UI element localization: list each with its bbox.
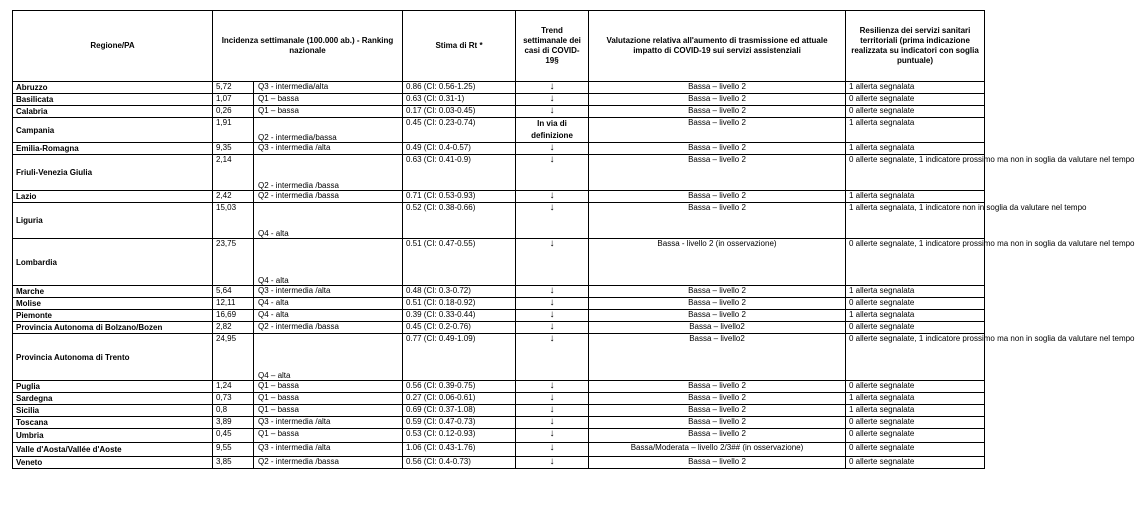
- incidence-cell: [213, 381, 403, 393]
- evaluation-cell: Bassa – livello 2: [589, 118, 846, 143]
- evaluation-cell: Bassa/Moderata – livello 2/3## (in osservazione): [589, 443, 846, 457]
- arrow-down-icon: ↓: [549, 380, 555, 391]
- incidence-value: 5,72: [213, 82, 254, 93]
- resilience-cell: 0 allerte segnalate: [846, 298, 985, 310]
- rt-cell: 0.27 (CI: 0.06-0.61): [403, 393, 516, 405]
- table-row: [13, 106, 985, 118]
- arrow-down-icon: ↓: [549, 81, 555, 92]
- trend-cell: [516, 106, 589, 118]
- incidence-cell: [213, 405, 403, 417]
- trend-cell: [516, 94, 589, 106]
- incidence-value: 3,85: [213, 457, 254, 468]
- rt-cell: 0.17 (CI: 0.03-0.45): [403, 106, 516, 118]
- arrow-down-icon: ↓: [549, 442, 555, 453]
- resilience-cell: 1 allerta segnalata: [846, 191, 985, 203]
- evaluation-cell: Bassa – livello 2: [589, 298, 846, 310]
- resilience-cell: 0 allerte segnalate, 1 indicatore prossimo ma non in soglia da valutare nel tempo: [846, 155, 985, 191]
- incidence-value: 1,91: [213, 118, 254, 142]
- region-cell: Sicilia: [13, 405, 213, 417]
- covid-region-table: [12, 10, 1135, 469]
- incidence-cell: [213, 106, 403, 118]
- table-row: [13, 429, 985, 443]
- incidence-ranking: Q4 - alta: [258, 229, 289, 238]
- table-row: [13, 322, 985, 334]
- table-row: [13, 239, 985, 286]
- trend-cell: [516, 143, 589, 155]
- region-cell: Umbria: [13, 429, 213, 443]
- header-region: Regione/PA: [13, 11, 213, 82]
- incidence-value: 0,26: [213, 106, 254, 117]
- incidence-value: 1,07: [213, 94, 254, 105]
- incidence-value: 23,75: [213, 239, 254, 285]
- incidence-value: 0,73: [213, 393, 254, 404]
- resilience-cell: 1 allerta segnalata, 1 indicatore non in soglia da valutare nel tempo: [846, 203, 985, 239]
- incidence-value: 1,24: [213, 381, 254, 392]
- resilience-cell: 0 allerte segnalate: [846, 457, 985, 469]
- incidence-ranking: Q2 - intermedia/bassa: [258, 133, 337, 142]
- rt-cell: 0.56 (CI: 0.4-0.73): [403, 457, 516, 469]
- region-cell: Provincia Autonoma di Bolzano/Bozen: [13, 322, 213, 334]
- resilience-cell: 0 allerte segnalate: [846, 381, 985, 393]
- region-cell: Campania: [13, 118, 213, 143]
- region-cell: Marche: [13, 286, 213, 298]
- arrow-down-icon: ↓: [549, 404, 555, 415]
- evaluation-cell: Bassa – livello 2: [589, 106, 846, 118]
- region-cell: Molise: [13, 298, 213, 310]
- region-cell: Calabria: [13, 106, 213, 118]
- rt-cell: 0.53 (CI: 0.12-0.93): [403, 429, 516, 443]
- arrow-down-icon: ↓: [549, 238, 555, 249]
- table-row: [13, 118, 985, 143]
- trend-cell: [516, 457, 589, 469]
- trend-cell: [516, 82, 589, 94]
- resilience-cell: 1 allerta segnalata: [846, 82, 985, 94]
- resilience-cell: 0 allerte segnalate: [846, 417, 985, 429]
- region-cell: Liguria: [13, 203, 213, 239]
- incidence-ranking: Q3 - intermedia /alta: [258, 286, 331, 295]
- table-row: [13, 405, 985, 417]
- incidence-value: 2,14: [213, 155, 254, 190]
- arrow-down-icon: ↓: [549, 416, 555, 427]
- incidence-ranking: Q3 - intermedia /alta: [258, 443, 331, 452]
- incidence-value: 15,03: [213, 203, 254, 238]
- trend-cell: [516, 203, 589, 239]
- rt-cell: 0.71 (CI: 0.53-0.93): [403, 191, 516, 203]
- incidence-value: 12,11: [213, 298, 254, 309]
- trend-cell: [516, 286, 589, 298]
- evaluation-cell: Bassa – livello 2: [589, 417, 846, 429]
- incidence-cell: [213, 393, 403, 405]
- region-cell: Veneto: [13, 457, 213, 469]
- trend-cell: [516, 393, 589, 405]
- incidence-cell: [213, 417, 403, 429]
- resilience-cell: 0 allerte segnalate, 1 indicatore prossimo ma non in soglia da valutare nel tempo: [846, 239, 985, 286]
- table-row: [13, 94, 985, 106]
- resilience-cell: 0 allerte segnalate: [846, 429, 985, 443]
- rt-cell: 0.86 (CI: 0.56-1.25): [403, 82, 516, 94]
- region-cell: Emilia-Romagna: [13, 143, 213, 155]
- evaluation-cell: Bassa - livello 2 (in osservazione): [589, 239, 846, 286]
- resilience-cell: 0 allerte segnalate: [846, 443, 985, 457]
- incidence-ranking: Q2 - intermedia /bassa: [258, 322, 339, 331]
- table-row: [13, 443, 985, 457]
- rt-cell: 0.63 (CI: 0.31-1): [403, 94, 516, 106]
- arrow-down-icon: ↓: [549, 142, 555, 153]
- incidence-cell: [213, 155, 403, 191]
- arrow-down-icon: ↓: [549, 202, 555, 213]
- incidence-ranking: Q2 - intermedia /bassa: [258, 191, 339, 200]
- trend-cell: [516, 322, 589, 334]
- resilience-cell: 1 allerta segnalata: [846, 405, 985, 417]
- incidence-ranking: Q1 – bassa: [258, 94, 299, 103]
- rt-cell: 0.49 (CI: 0.4-0.57): [403, 143, 516, 155]
- table-row: [13, 298, 985, 310]
- trend-cell: [516, 405, 589, 417]
- table-row: [13, 143, 985, 155]
- rt-cell: 0.51 (CI: 0.18-0.92): [403, 298, 516, 310]
- region-cell: Puglia: [13, 381, 213, 393]
- evaluation-cell: Bassa – livello 2: [589, 143, 846, 155]
- incidence-cell: [213, 82, 403, 94]
- incidence-ranking: Q4 - alta: [258, 310, 289, 319]
- evaluation-cell: Bassa – livello 2: [589, 203, 846, 239]
- region-cell: Basilicata: [13, 94, 213, 106]
- region-cell: Friuli-Venezia Giulia: [13, 155, 213, 191]
- region-cell: Piemonte: [13, 310, 213, 322]
- evaluation-cell: Bassa – livello2: [589, 334, 846, 381]
- header-incidence: Incidenza settimanale (100.000 ab.) - Ranking nazionale: [213, 11, 403, 82]
- incidence-cell: [213, 429, 403, 443]
- incidence-value: 9,55: [213, 443, 254, 456]
- incidence-cell: [213, 322, 403, 334]
- table-row: [13, 417, 985, 429]
- arrow-down-icon: ↓: [549, 392, 555, 403]
- arrow-down-icon: ↓: [549, 297, 555, 308]
- incidence-cell: [213, 118, 403, 143]
- incidence-cell: [213, 203, 403, 239]
- arrow-down-icon: ↓: [549, 190, 555, 201]
- table-row: [13, 82, 985, 94]
- incidence-value: 9,35: [213, 143, 254, 154]
- resilience-cell: 1 allerta segnalata: [846, 118, 985, 143]
- incidence-ranking: Q3 - intermedia /alta: [258, 417, 331, 426]
- trend-cell: [516, 443, 589, 457]
- trend-cell: [516, 417, 589, 429]
- incidence-cell: [213, 286, 403, 298]
- incidence-value: 0,45: [213, 429, 254, 442]
- resilience-cell: 1 allerta segnalata: [846, 143, 985, 155]
- rt-cell: 0.39 (CI: 0.33-0.44): [403, 310, 516, 322]
- evaluation-cell: Bassa – livello 2: [589, 429, 846, 443]
- evaluation-cell: Bassa – livello 2: [589, 155, 846, 191]
- region-cell: Sardegna: [13, 393, 213, 405]
- trend-cell: [516, 334, 589, 381]
- incidence-cell: [213, 334, 403, 381]
- incidence-value: 5,64: [213, 286, 254, 297]
- arrow-down-icon: ↓: [549, 456, 555, 467]
- trend-cell: [516, 298, 589, 310]
- region-cell: Lombardia: [13, 239, 213, 286]
- rt-cell: 0.77 (CI: 0.49-1.09): [403, 334, 516, 381]
- table-row: [13, 191, 985, 203]
- table-row: [13, 155, 985, 191]
- evaluation-cell: Bassa – livello 2: [589, 393, 846, 405]
- incidence-cell: [213, 94, 403, 106]
- rt-cell: 0.59 (CI: 0.47-0.73): [403, 417, 516, 429]
- rt-cell: 0.45 (CI: 0.23-0.74): [403, 118, 516, 143]
- rt-cell: 0.69 (CI: 0.37-1.08): [403, 405, 516, 417]
- resilience-cell: 0 allerte segnalate, 1 indicatore prossimo ma non in soglia da valutare nel tempo: [846, 334, 985, 381]
- resilience-cell: 0 allerte segnalate: [846, 106, 985, 118]
- incidence-value: 16,69: [213, 310, 254, 321]
- incidence-cell: [213, 310, 403, 322]
- incidence-ranking: Q4 – alta: [258, 371, 291, 380]
- incidence-ranking: Q1 – bassa: [258, 405, 299, 414]
- incidence-value: 2,82: [213, 322, 254, 333]
- rt-cell: 0.48 (CI: 0.3-0.72): [403, 286, 516, 298]
- incidence-ranking: Q3 - intermedia /alta: [258, 143, 331, 152]
- rt-cell: 0.56 (CI: 0.39-0.75): [403, 381, 516, 393]
- incidence-ranking: Q1 – bassa: [258, 393, 299, 402]
- region-cell: Toscana: [13, 417, 213, 429]
- table-row: [13, 334, 985, 381]
- resilience-cell: 1 allerta segnalata: [846, 393, 985, 405]
- incidence-cell: [213, 191, 403, 203]
- arrow-down-icon: ↓: [549, 154, 555, 165]
- header-rt: Stima di Rt *: [403, 11, 516, 82]
- incidence-ranking: Q4 - alta: [258, 298, 289, 307]
- table-row: [13, 203, 985, 239]
- incidence-cell: [213, 143, 403, 155]
- trend-cell: [516, 310, 589, 322]
- rt-cell: 0.51 (CI: 0.47-0.55): [403, 239, 516, 286]
- evaluation-cell: Bassa – livello 2: [589, 310, 846, 322]
- evaluation-cell: Bassa – livello 2: [589, 457, 846, 469]
- table-row: [13, 393, 985, 405]
- region-cell: Provincia Autonoma di Trento: [13, 334, 213, 381]
- evaluation-cell: Bassa – livello 2: [589, 94, 846, 106]
- incidence-cell: [213, 457, 403, 469]
- arrow-down-icon: ↓: [549, 428, 555, 439]
- trend-cell: [516, 429, 589, 443]
- trend-cell: [516, 381, 589, 393]
- evaluation-cell: Bassa – livello 2: [589, 381, 846, 393]
- arrow-down-icon: ↓: [549, 333, 555, 344]
- incidence-cell: [213, 443, 403, 457]
- table-row: [13, 286, 985, 298]
- incidence-ranking: Q2 - intermedia /bassa: [258, 457, 339, 466]
- incidence-cell: [213, 298, 403, 310]
- header-evaluation: Valutazione relativa all'aumento di trasmissione ed attuale impatto di COVID-19 sui servizi assistenziali: [589, 11, 846, 82]
- incidence-cell: [213, 239, 403, 286]
- arrow-down-icon: ↓: [549, 321, 555, 332]
- arrow-down-icon: ↓: [549, 105, 555, 116]
- rt-cell: 0.52 (CI: 0.38-0.66): [403, 203, 516, 239]
- incidence-value: 0,8: [213, 405, 254, 416]
- incidence-ranking: Q2 - intermedia /bassa: [258, 181, 339, 190]
- trend-cell: [516, 191, 589, 203]
- evaluation-cell: Bassa – livello 2: [589, 286, 846, 298]
- region-cell: Valle d'Aosta/Vallée d'Aoste: [13, 443, 213, 457]
- incidence-ranking: Q1 – bassa: [258, 381, 299, 390]
- header-row: [13, 11, 985, 82]
- table-row: [13, 310, 985, 322]
- incidence-ranking: Q1 – bassa: [258, 106, 299, 115]
- resilience-cell: 1 allerta segnalata: [846, 286, 985, 298]
- incidence-ranking: Q1 – bassa: [258, 429, 299, 438]
- rt-cell: 0.45 (CI: 0.2-0.76): [403, 322, 516, 334]
- region-cell: Abruzzo: [13, 82, 213, 94]
- resilience-cell: 1 allerta segnalata: [846, 310, 985, 322]
- evaluation-cell: Bassa – livello 2: [589, 405, 846, 417]
- header-resilience: Resilienza dei servizi sanitari territoriali (prima indicazione realizzata su indicatori con soglia puntuale): [846, 11, 985, 82]
- evaluation-cell: Bassa – livello 2: [589, 82, 846, 94]
- arrow-down-icon: ↓: [549, 309, 555, 320]
- rt-cell: 1.06 (CI: 0.43-1.76): [403, 443, 516, 457]
- evaluation-cell: Bassa – livello 2: [589, 191, 846, 203]
- region-cell: Lazio: [13, 191, 213, 203]
- resilience-cell: 0 allerte segnalate: [846, 322, 985, 334]
- incidence-ranking: Q3 - intermedia/alta: [258, 82, 329, 91]
- evaluation-cell: Bassa – livello2: [589, 322, 846, 334]
- table-row: [13, 457, 985, 469]
- arrow-down-icon: ↓: [549, 93, 555, 104]
- header-trend: Trend settimanale dei casi di COVID-19§: [516, 11, 589, 82]
- rt-cell: 0.63 (CI: 0.41-0.9): [403, 155, 516, 191]
- trend-cell: [516, 155, 589, 191]
- table-body: [13, 81, 1135, 469]
- trend-cell: [516, 239, 589, 286]
- incidence-value: 2,42: [213, 191, 254, 202]
- arrow-down-icon: ↓: [549, 285, 555, 296]
- resilience-cell: 0 allerte segnalate: [846, 94, 985, 106]
- incidence-value: 24,95: [213, 334, 254, 380]
- trend-cell: In via di definizione: [516, 118, 589, 143]
- incidence-value: 3,89: [213, 417, 254, 428]
- table-row: [13, 381, 985, 393]
- incidence-ranking: Q4 - alta: [258, 276, 289, 285]
